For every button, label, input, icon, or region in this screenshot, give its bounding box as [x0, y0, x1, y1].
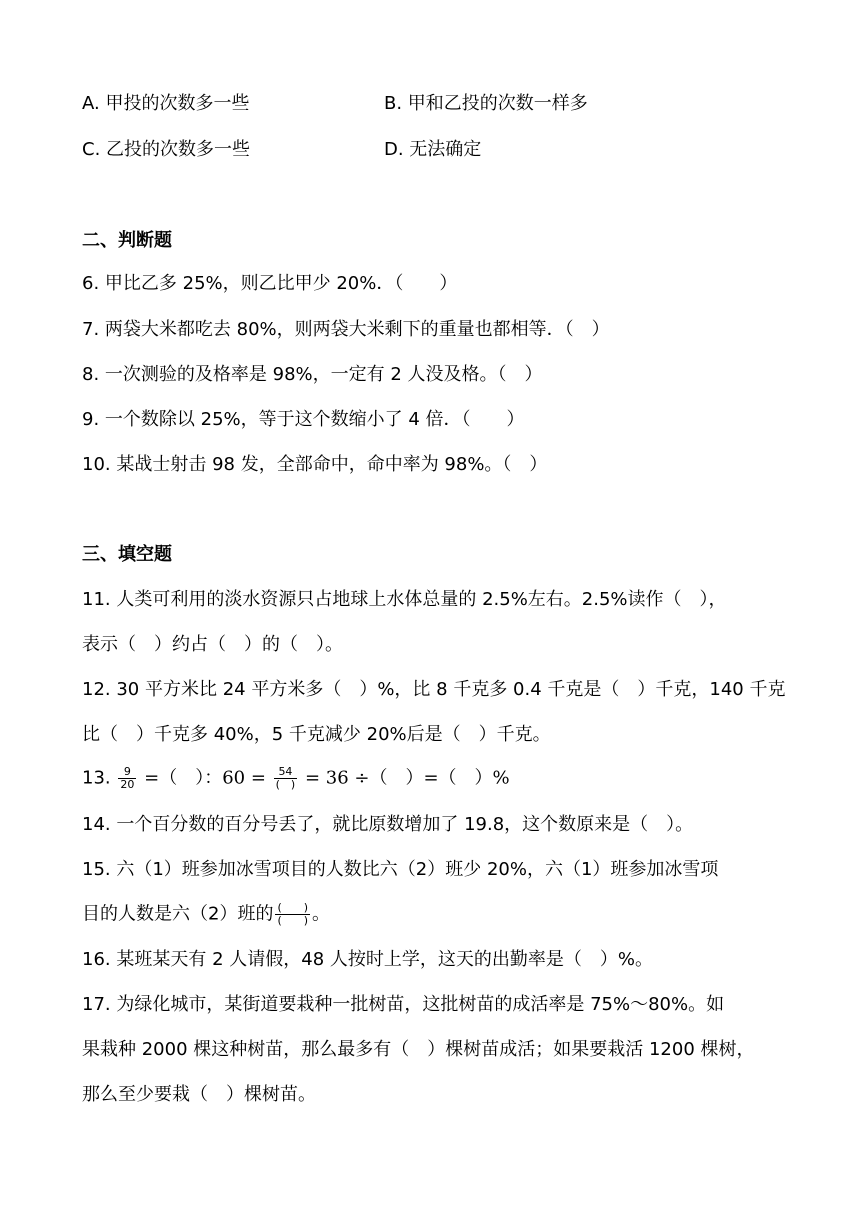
- question-12-line-1: 12. 30 平方米比 24 平方米多（ ）%，比 8 千克多 0.4 千克是（ ）千克，140 千克: [82, 679, 786, 700]
- option-d: D. 无法确定: [384, 139, 482, 160]
- question-12-line-2: 比（ ）千克多 40%，5 千克减少 20%后是（ ）千克。: [82, 724, 551, 745]
- option-c: C. 乙投的次数多一些: [82, 139, 251, 160]
- question-9: 9. 一个数除以 25%，等于这个数缩小了 4 倍．（ ）: [82, 409, 525, 430]
- question-13-ratio-part: =（ ）：60 =: [144, 767, 266, 789]
- fraction-denominator: 20: [120, 778, 135, 791]
- question-6: 6. 甲比乙多 25%，则乙比甲少 20%．（ ）: [82, 273, 458, 294]
- fraction-numerator: 54: [274, 766, 298, 779]
- question-7: 7. 两袋大米都吃去 80%，则两袋大米剩下的重量也都相等．（ ）: [82, 319, 610, 340]
- fraction-denominator: ( ): [277, 914, 309, 927]
- question-16: 16. 某班某天有 2 人请假，48 人按时上学，这天的出勤率是（ ）%。: [82, 949, 653, 970]
- section-title-judgement: 二、判断题: [82, 230, 172, 251]
- question-15-line-2: [82, 902, 330, 927]
- question-17-line-3: 那么至少要栽（ ）棵树苗。: [82, 1084, 316, 1105]
- question-13-division-part: = 36 ÷（ ）=（ ）%: [304, 767, 510, 789]
- question-13: [82, 766, 510, 791]
- fraction-9-over-20: [118, 766, 136, 791]
- fraction-numerator: ( ): [277, 901, 309, 914]
- question-14: 14. 一个百分数的百分号丢了，就比原数增加了 19.8，这个数原来是（ ）。: [82, 814, 694, 835]
- fraction-54-over-blank: [274, 766, 298, 791]
- blank-fraction: [275, 902, 310, 927]
- question-15-line-1: 15. 六（1）班参加冰雪项目的人数比六（2）班少 20%，六（1）班参加冰雪项: [82, 859, 719, 880]
- question-17-line-2: 果栽种 2000 棵这种树苗，那么最多有（ ）棵树苗成活；如果要栽活 1200 棵树，: [82, 1039, 755, 1060]
- fraction-numerator: 9: [118, 766, 136, 779]
- question-13-number: 13.: [82, 767, 111, 789]
- question-10: 10. 某战士射击 98 发，全部命中，命中率为 98%。（ ）: [82, 454, 548, 475]
- question-11-line-1: 11. 人类可利用的淡水资源只占地球上水体总量的 2.5%左右。2.5%读作（ ），: [82, 589, 727, 610]
- question-17-line-1: 17. 为绿化城市，某街道要栽种一批树苗，这批树苗的成活率是 75%～80%。如: [82, 994, 725, 1015]
- fraction-denominator: ( ): [275, 778, 296, 791]
- question-11-line-2: 表示（ ）约占（ ）的（ ）。: [82, 634, 343, 655]
- question-15-period: 。: [312, 903, 331, 925]
- section-title-fill-blank: 三、填空题: [82, 544, 172, 565]
- question-15-text: 目的人数是六（2）班的: [82, 903, 274, 925]
- option-a: A. 甲投的次数多一些: [82, 93, 250, 114]
- question-8: 8. 一次测验的及格率是 98%，一定有 2 人没及格。（ ）: [82, 364, 543, 385]
- option-b: B. 甲和乙投的次数一样多: [384, 93, 588, 114]
